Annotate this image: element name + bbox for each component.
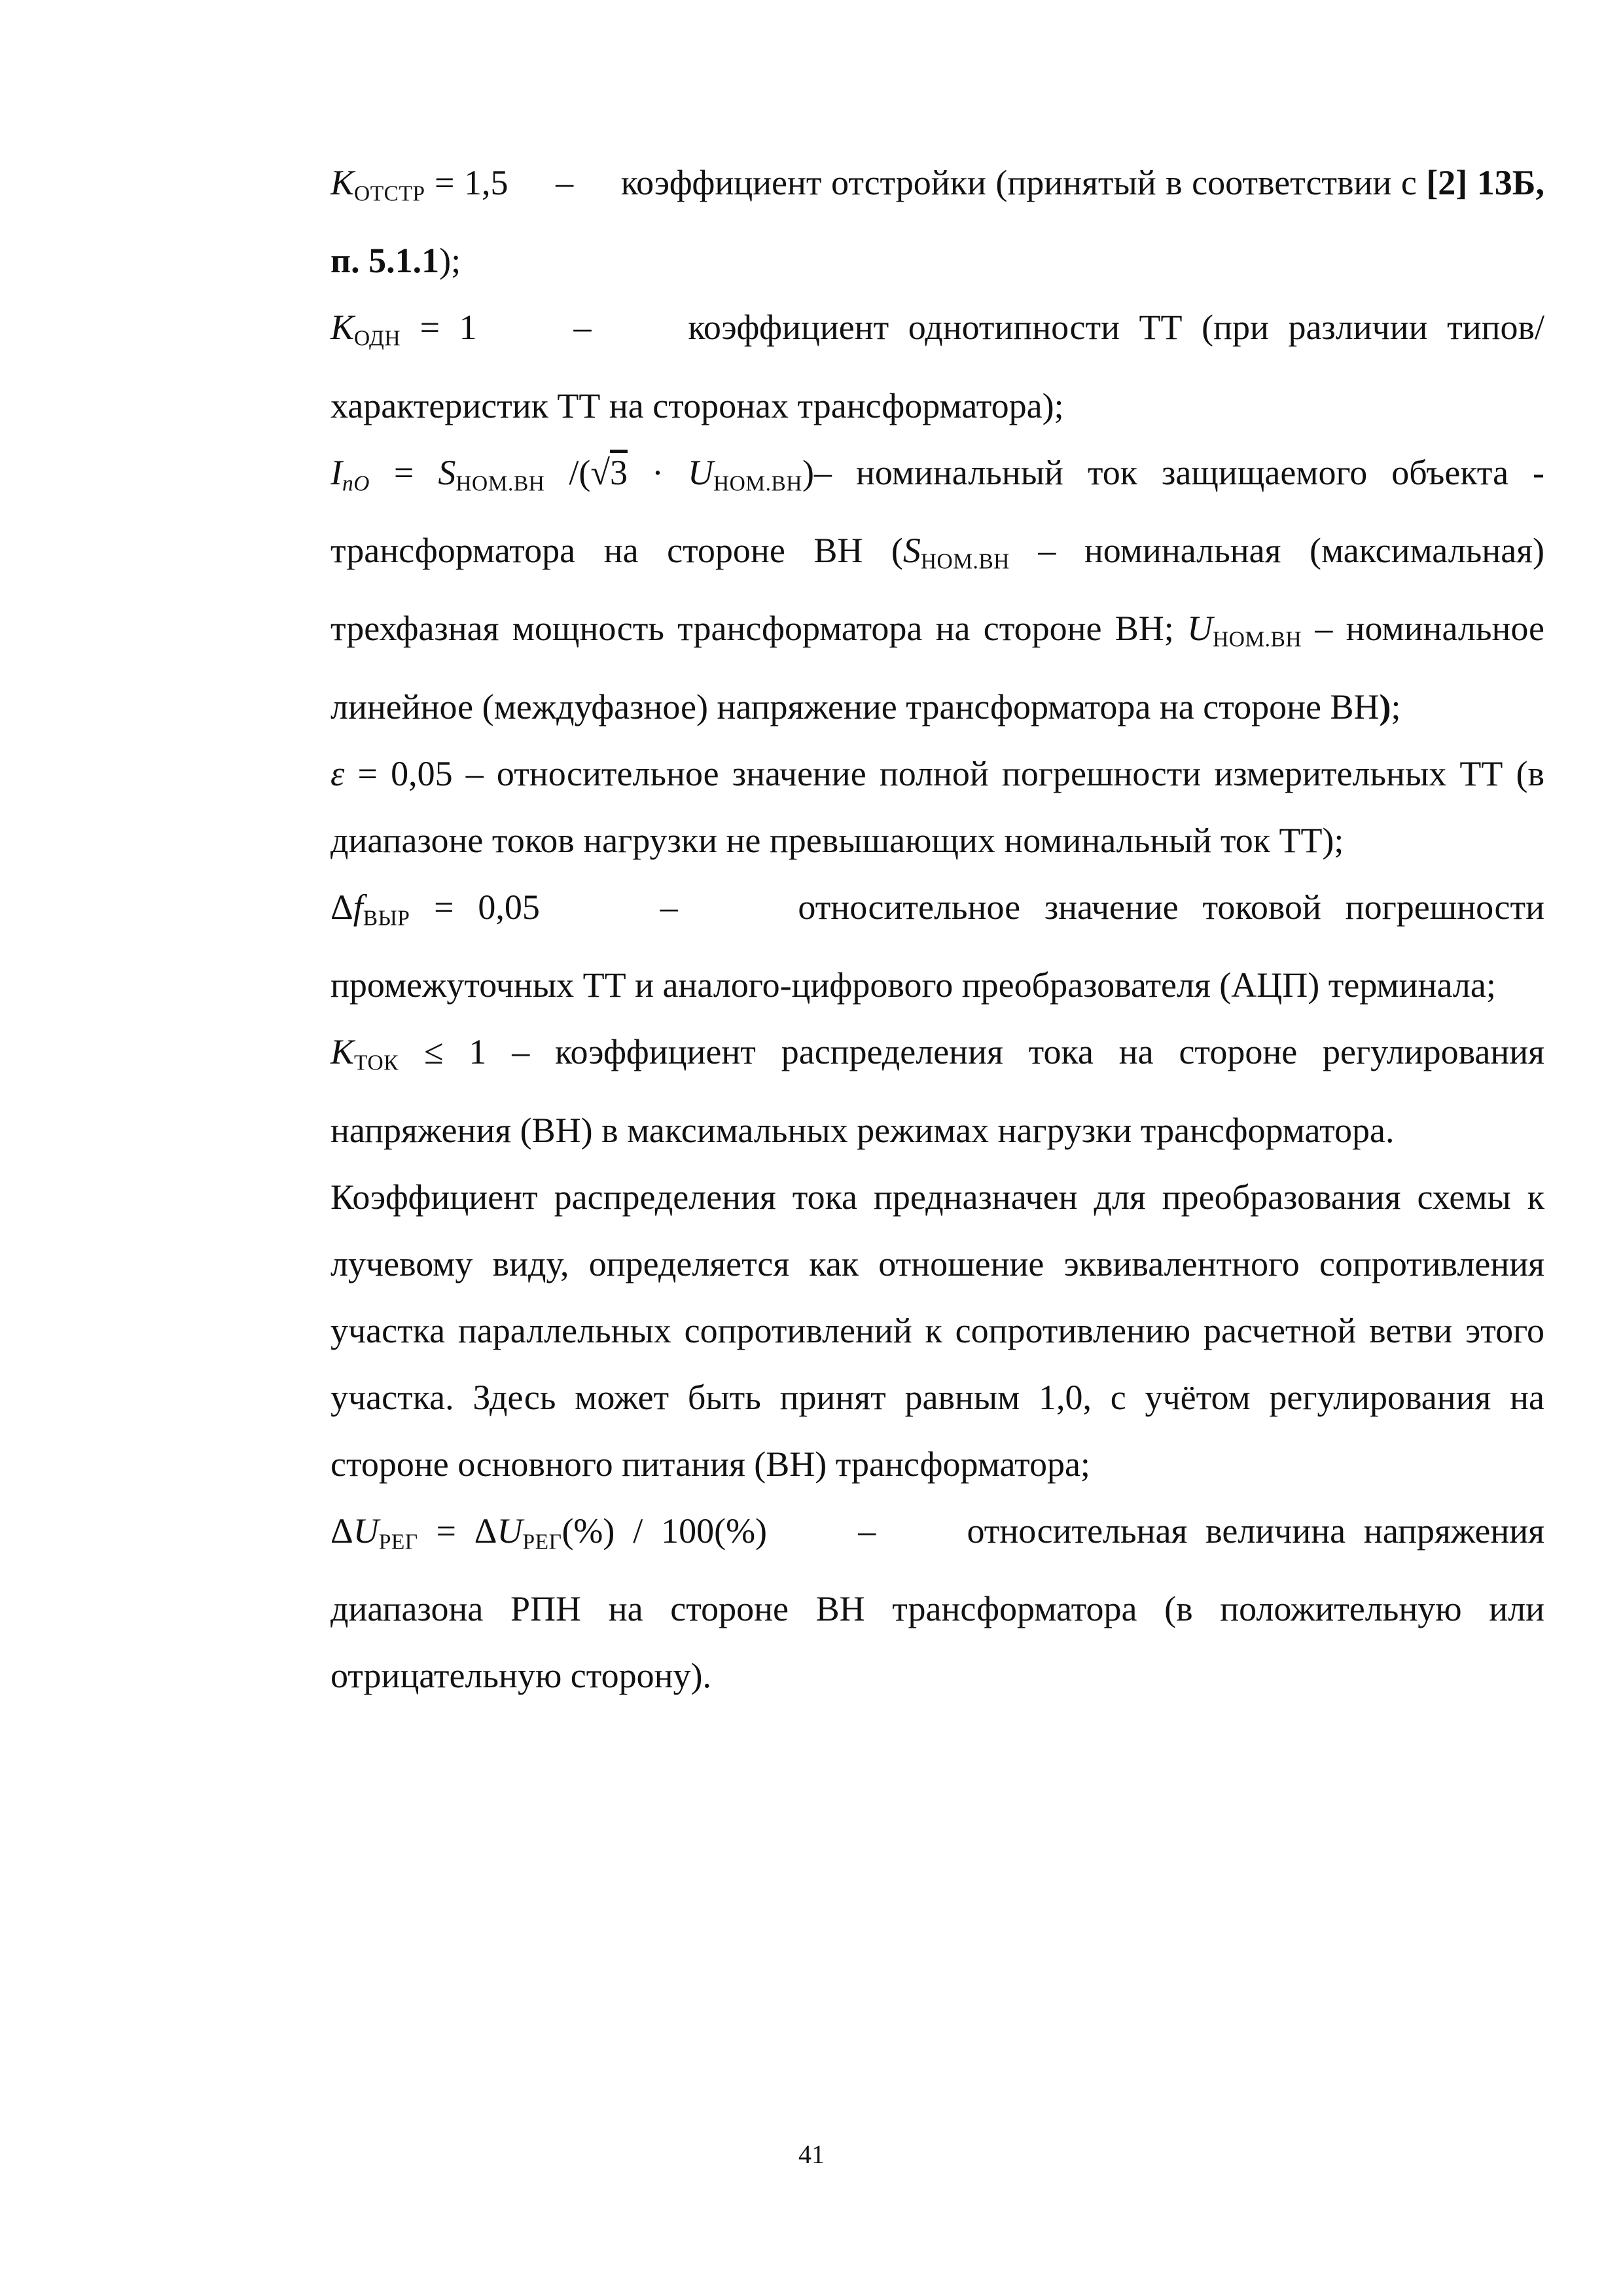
symbol-s-nom: $S_{НОМ.ВН}$ [902, 531, 1010, 574]
symbol-k-odn: $K_{ОДН} = 1$ [330, 308, 477, 351]
page-number: 41 [798, 2140, 825, 2169]
paragraph-delta-u: $\Delta U_{РЕГ} = \Delta U_{РЕГ}(\%) / 100(\%)$ – относительная величина напряжения диапазона РПН на стороне ВН трансформатора (в положительную или отрицательную сторону). [330, 1511, 1545, 1695]
symbol-k-tok: $K_{ТОК} \le 1$ [330, 1032, 487, 1075]
text-k-tok: коэффициент распределения тока на стороне регулирования напряжения (ВН) в максимальных режимах нагрузки трансформатора. [330, 1032, 1545, 1150]
symbol-u-nom: $U_{НОМ.ВН}$ [1187, 609, 1302, 652]
paragraph-epsilon: ε = 0,05 – относительное значение полной погрешности измерительных ТТ (в диапазоне токов нагрузки не превышающих номинальный ток ТТ); [330, 753, 1545, 860]
text-i-no-b: – номинальная (максимальная) трехфазная мощность трансформатора на стороне ВН; [330, 531, 1544, 649]
text-k-otstr: коэффициент отстройки (принятый в соответствии с [620, 163, 1427, 202]
reference: [2] 13Б, п. 5.1.1 [330, 163, 1544, 281]
text-k-odn: коэффициент однотипности ТТ (при различии типов/характеристик ТТ на сторонах трансформатора); [330, 308, 1545, 425]
paragraph-k-tok: $K_{ТОК} \le 1$ – коэффициент распределения тока на стороне регулирования напряжения (ВН) в максимальных режимах нагрузки трансформатора. [330, 1032, 1545, 1150]
paragraph-k-odn: $K_{ОДН} = 1$ – коэффициент однотипности ТТ (при различии типов/характеристик ТТ на сторонах трансформатора); [330, 308, 1545, 425]
document-body [330, 149, 1544, 1709]
text-delta-f: относительное значение токовой погрешности промежуточных ТТ и аналого-цифрового преобразователя (АЦП) терминала; [330, 887, 1544, 1005]
formula-delta-u: $\Delta U_{РЕГ} = \Delta U_{РЕГ}(\%) / 100(\%)$ [330, 1511, 768, 1554]
paragraph-k-otstr: $K_{ОТСТР} = 1,5$ – коэффициент отстройки (принятый в соответствии с [2] 13Б, п. 5.1.1); [330, 163, 1544, 281]
paragraph-i-no: $I_{nO} = S_{НОМ.ВН}$ $/(√3 \cdot U_{НОМ.ВН})-$ номинальный ток защищаемого объекта - трансформатора на стороне ВН ($S_{НОМ.ВН}$ – номинальная (максимальная) трехфазная мощность трансформатора на стороне ВН; $U_{НОМ.ВН}$ – номинальное линейное (междуфазное) напряжение трансформатора на стороне ВН); [330, 452, 1545, 726]
paragraph-distribution: Коэффициент распределения тока предназначен для преобразования схемы к лучевому виду, определяется как отношение эквивалентного сопротивления участка параллельных сопротивлений к сопротивлению расчетной ветви этого участка. Здесь может быть принят равным 1,0, с учётом регулирования на стороне основного питания (ВН) трансформатора; [330, 1177, 1544, 1484]
symbol-epsilon: ε = 0,05 [330, 753, 453, 793]
paragraph-delta-f: $\Delta f_{ВЫР} = 0,05$ – относительное значение токовой погрешности промежуточных ТТ и аналого-цифрового преобразователя (АЦП) терминала; [330, 887, 1544, 1005]
text-delta-u: относительная величина напряжения диапазона РПН на стороне ВН трансформатора (в положительную или отрицательную сторону). [330, 1511, 1545, 1695]
text-i-no-c: – номинальное линейное (междуфазное) напряжение трансформатора на стороне ВН [330, 609, 1544, 726]
symbol-k-otstr: $K_{ОТСТР} = 1,5$ [330, 163, 508, 206]
text-i-no-a: номинальный ток защищаемого объекта - трансформатора на стороне ВН ( [330, 452, 1545, 571]
formula-i-no: $I_{nO} = S_{НОМ.ВН}$ $/(√3 \cdot U_{НОМ.ВН})$ [330, 452, 814, 496]
symbol-delta-f: $\Delta f_{ВЫР} = 0,05$ [330, 887, 540, 931]
text-epsilon: относительное значение полной погрешности измерительных ТТ (в диапазоне токов нагрузки не превышающих номинальный ток ТТ); [330, 753, 1545, 860]
